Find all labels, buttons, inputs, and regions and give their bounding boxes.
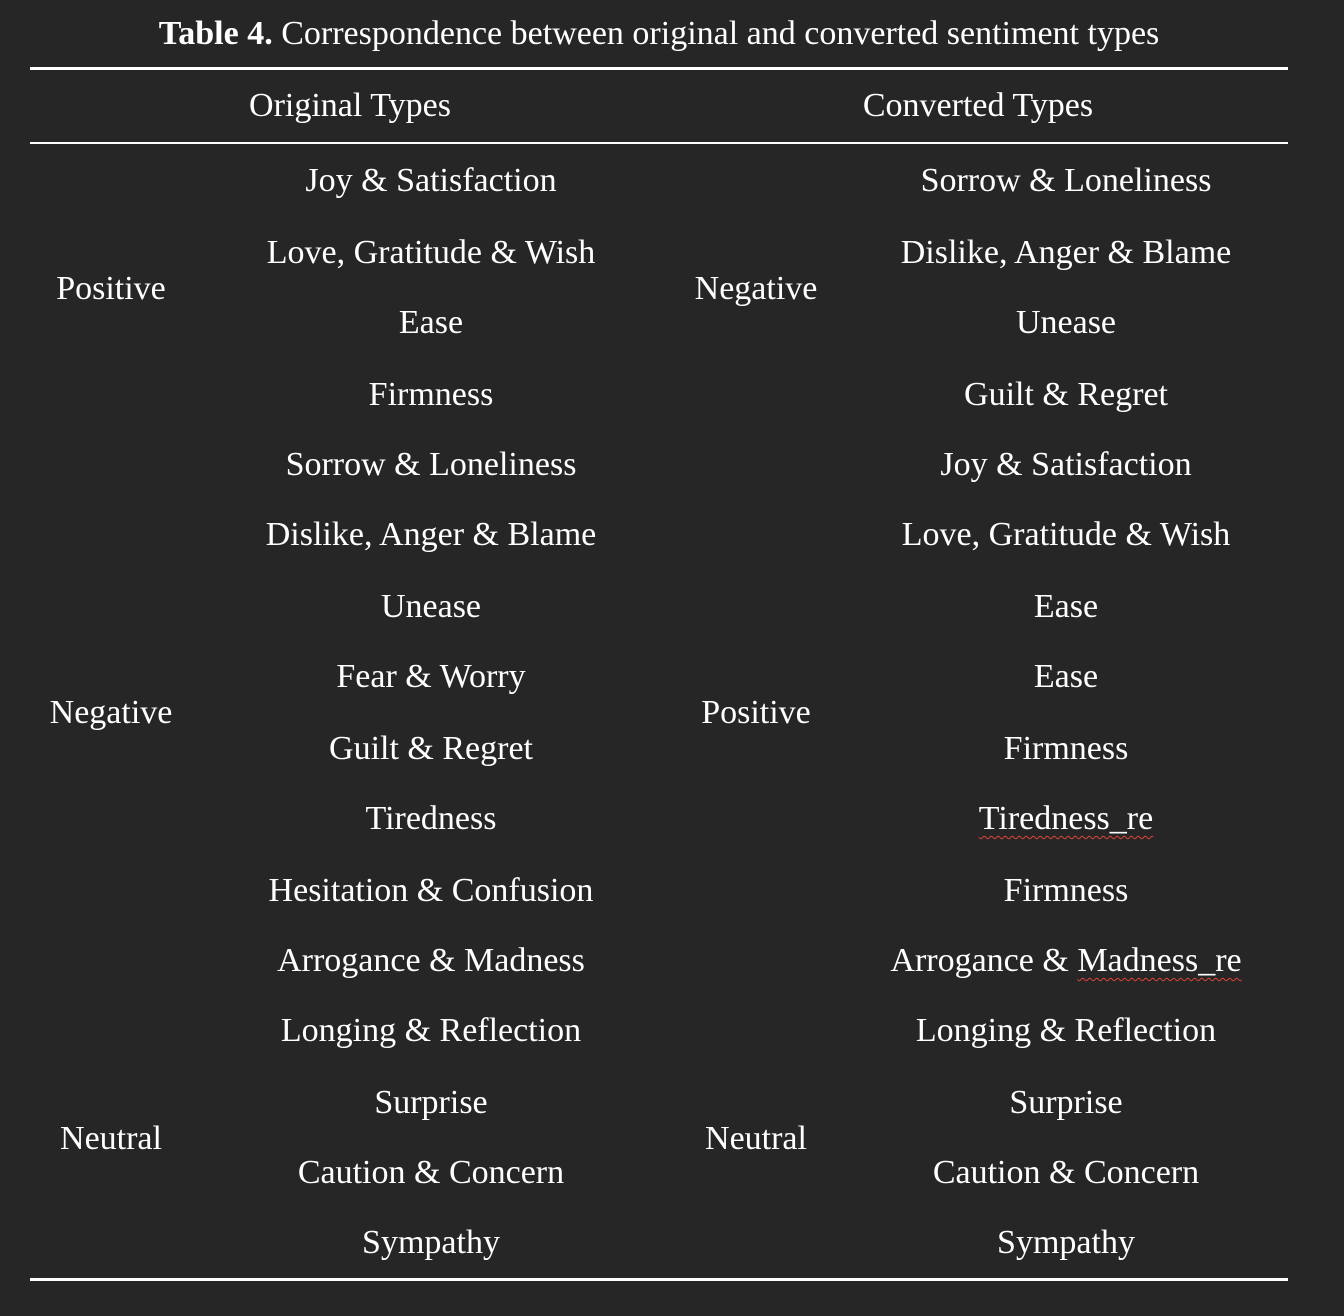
converted-group-positive: Positive xyxy=(701,694,811,731)
original-type-cell: Hesitation & Confusion xyxy=(268,872,594,909)
converted-type-cell: Caution & Concern xyxy=(932,1154,1200,1191)
original-type-cell: Caution & Concern xyxy=(297,1154,565,1191)
converted-type-cell: Unease xyxy=(1015,304,1117,341)
original-group-neutral: Neutral xyxy=(60,1120,162,1157)
original-type-cell: Sorrow & Loneliness xyxy=(285,446,577,483)
original-type-cell: Longing & Reflection xyxy=(280,1012,582,1049)
spellcheck-marked-text: Tiredness_re xyxy=(978,800,1154,837)
original-type-cell: Guilt & Regret xyxy=(329,730,533,767)
original-type-cell: Ease xyxy=(398,304,464,341)
bottom-rule xyxy=(30,1278,1288,1281)
converted-type-cell: Guilt & Regret xyxy=(964,376,1168,413)
converted-type-cell xyxy=(860,939,1272,983)
converted-type-cell: Love, Gratitude & Wish xyxy=(901,516,1231,553)
original-group-negative: Negative xyxy=(49,694,173,731)
spellcheck-marked-text: Madness_re xyxy=(1077,942,1242,979)
original-type-cell: Love, Gratitude & Wish xyxy=(266,234,596,271)
original-type-cell: Unease xyxy=(380,588,482,625)
converted-type-cell: Sorrow & Loneliness xyxy=(920,162,1212,199)
original-type-cell: Joy & Satisfaction xyxy=(305,162,557,199)
header-original-types: Original Types xyxy=(249,87,451,124)
converted-type-cell: Surprise xyxy=(1009,1084,1123,1121)
original-type-cell: Sympathy xyxy=(362,1224,500,1261)
converted-group-neutral: Neutral xyxy=(705,1120,807,1157)
converted-type-cell: Ease xyxy=(1033,588,1099,625)
converted-group-negative: Negative xyxy=(694,270,818,307)
original-type-cell: Fear & Worry xyxy=(336,658,526,695)
original-type-cell: Surprise xyxy=(374,1084,488,1121)
converted-type-cell: Longing & Reflection xyxy=(915,1012,1217,1049)
original-type-cell: Firmness xyxy=(368,376,494,413)
converted-type-cell: Dislike, Anger & Blame xyxy=(900,234,1232,271)
table-caption xyxy=(0,12,1318,56)
converted-type-cell: Joy & Satisfaction xyxy=(940,446,1192,483)
converted-type-text: Arrogance & xyxy=(890,942,1078,979)
original-type-cell: Dislike, Anger & Blame xyxy=(265,516,597,553)
converted-type-cell: Firmness xyxy=(1003,730,1129,767)
original-group-positive: Positive xyxy=(56,270,166,307)
caption-label: Table 4. xyxy=(158,15,273,52)
converted-type-cell: Sympathy xyxy=(997,1224,1135,1261)
header-converted-types: Converted Types xyxy=(862,87,1094,124)
original-type-cell: Arrogance & Madness xyxy=(277,942,585,979)
converted-type-cell: Firmness xyxy=(1003,872,1129,909)
converted-type-cell xyxy=(860,797,1272,841)
top-rule xyxy=(30,67,1288,70)
original-type-cell: Tiredness xyxy=(365,800,497,837)
header-rule xyxy=(30,142,1288,144)
converted-type-cell: Ease xyxy=(1033,658,1099,695)
caption-text: Correspondence between original and converted sentiment types xyxy=(272,15,1160,52)
